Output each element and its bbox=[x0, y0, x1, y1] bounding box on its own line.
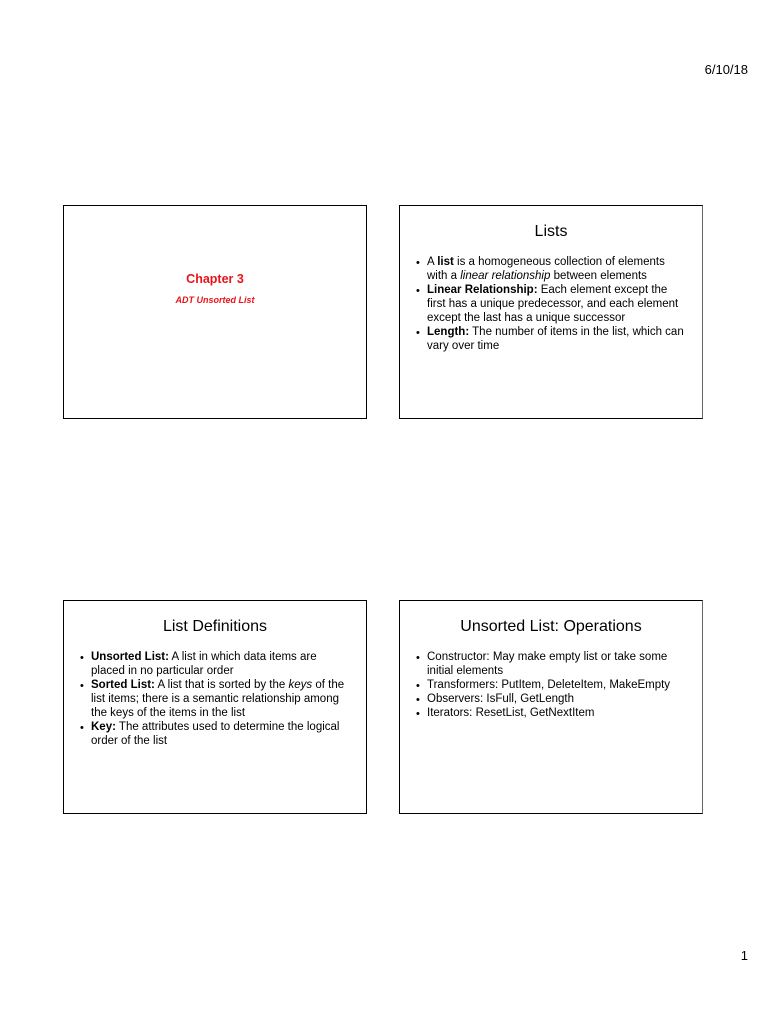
bullet-icon: • bbox=[416, 257, 420, 269]
slide-title: Lists bbox=[534, 223, 568, 240]
bullet-emphasis: keys bbox=[288, 679, 313, 691]
bullet-term: Linear Relationship: bbox=[427, 284, 538, 296]
list-item bbox=[80, 650, 352, 678]
bullet-text: Transformers: PutItem, DeleteItem, MakeEmpty bbox=[427, 679, 671, 691]
bullet-text: of the list items; there is a semantic relationship among the keys of the items in the list bbox=[91, 679, 345, 719]
bullet-list bbox=[400, 255, 702, 353]
bullet-list bbox=[64, 650, 366, 748]
list-item bbox=[416, 255, 688, 283]
bullet-icon: • bbox=[416, 680, 420, 692]
bullet-text: Constructor: May make empty list or take some initial elements bbox=[427, 651, 668, 677]
chapter-title: Chapter 3 bbox=[186, 272, 244, 286]
bullet-icon: • bbox=[80, 652, 84, 664]
chapter-subtitle: ADT Unsorted List bbox=[175, 295, 255, 305]
list-item bbox=[416, 706, 688, 720]
bullet-term: Unsorted List: bbox=[91, 651, 169, 663]
bullet-term: Length: bbox=[427, 326, 470, 338]
bullet-text: Iterators: ResetList, GetNextItem bbox=[427, 707, 595, 719]
bullet-emphasis: linear relationship bbox=[460, 270, 551, 282]
slide-unsorted-list-operations bbox=[399, 600, 703, 814]
page-date: 6/10/18 bbox=[704, 62, 748, 77]
bullet-icon: • bbox=[416, 694, 420, 706]
list-item bbox=[416, 283, 688, 325]
title-block bbox=[64, 272, 366, 305]
list-item bbox=[416, 650, 688, 678]
slide-chapter-title bbox=[63, 205, 367, 419]
list-item bbox=[416, 678, 688, 692]
bullet-text: between elements bbox=[550, 270, 647, 282]
bullet-list bbox=[400, 650, 702, 720]
bullet-text: The attributes used to determine the logical order of the list bbox=[91, 721, 340, 747]
bullet-icon: • bbox=[416, 327, 420, 339]
list-item bbox=[416, 692, 688, 706]
bullet-text: Observers: IsFull, GetLength bbox=[427, 693, 575, 705]
bullet-term: list bbox=[437, 256, 454, 268]
slide-title: List Definitions bbox=[162, 618, 268, 635]
bullet-text: A list that is sorted by the bbox=[154, 679, 289, 691]
bullet-text: is a homogeneous collection of elements with a bbox=[427, 256, 665, 282]
bullet-icon: • bbox=[416, 708, 420, 720]
page-number: 1 bbox=[740, 948, 748, 963]
bullet-text: A list in which data items are placed in no particular order bbox=[91, 651, 317, 677]
slide-list-definitions bbox=[63, 600, 367, 814]
bullet-icon: • bbox=[80, 680, 84, 692]
bullet-text: The number of items in the list, which can vary over time bbox=[427, 326, 684, 352]
slide-title: Unsorted List: Operations bbox=[460, 618, 642, 635]
list-item bbox=[80, 678, 352, 720]
bullet-term: Key: bbox=[91, 721, 116, 733]
bullet-text: A bbox=[427, 256, 438, 268]
bullet-term: Sorted List: bbox=[91, 679, 155, 691]
list-item bbox=[80, 720, 352, 748]
bullet-text: Each element except the first has a unique predecessor, and each element except the last has a unique successor bbox=[427, 284, 679, 324]
list-item bbox=[416, 325, 688, 353]
bullet-icon: • bbox=[416, 285, 420, 297]
slide-lists bbox=[399, 205, 703, 419]
bullet-icon: • bbox=[80, 722, 84, 734]
bullet-icon: • bbox=[416, 652, 420, 664]
